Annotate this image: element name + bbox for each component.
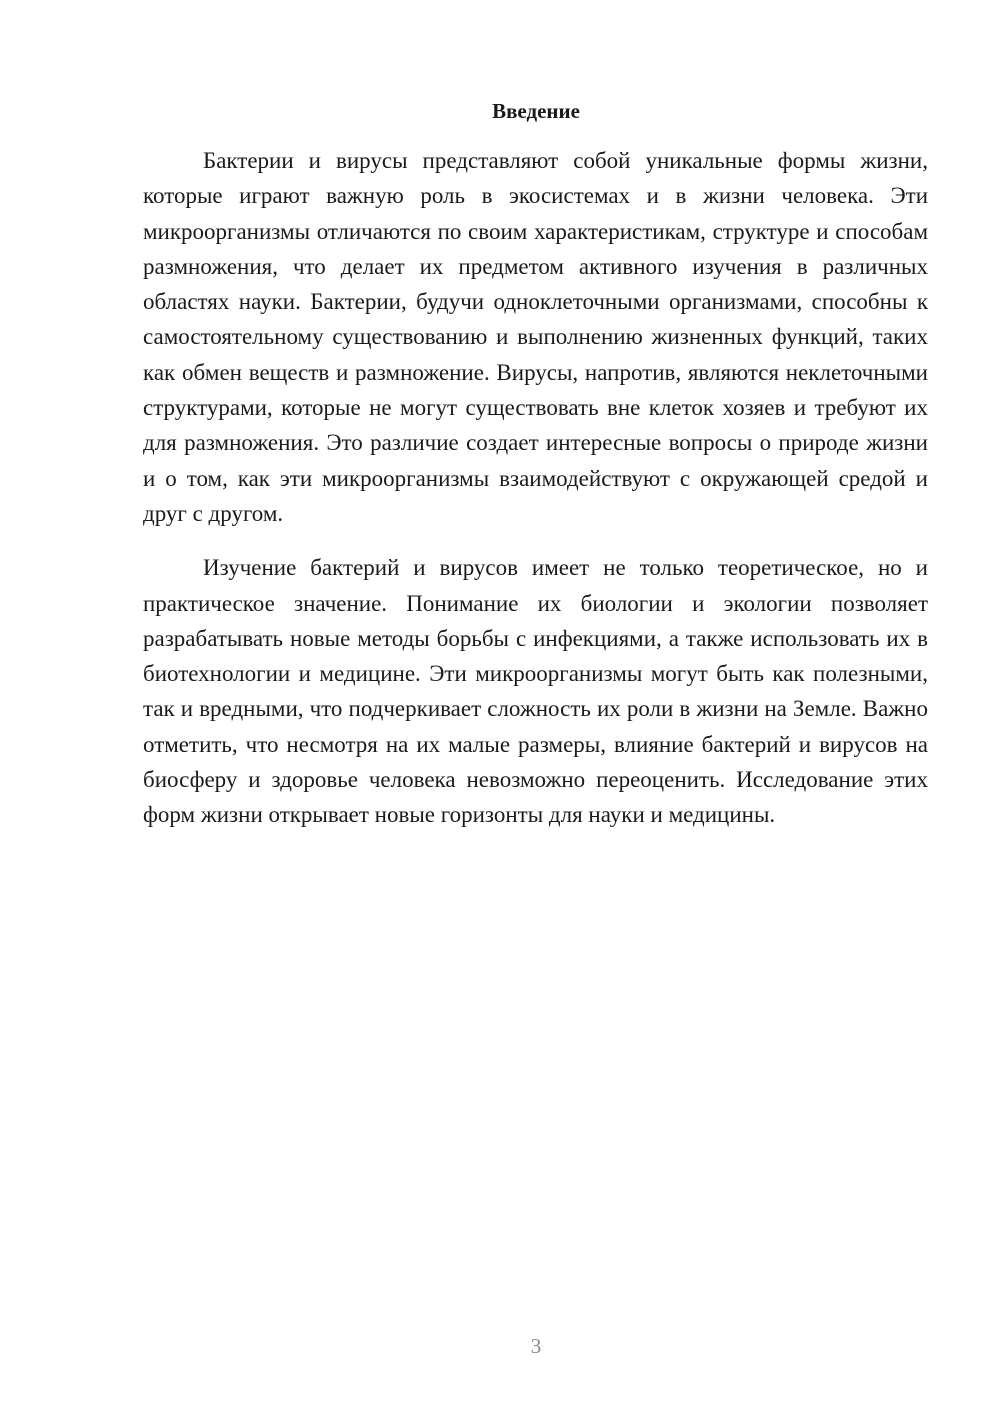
page-number: 3 bbox=[530, 1334, 542, 1358]
paragraph-1: Бактерии и вирусы представляют собой уникальные формы жизни, которые играют важную роль в экосистемах и в жизни человека. Эти микроорганизмы отличаются по своим характеристикам, структуре и способам размножения, что делает их предметом активного изучения в различных областях науки. Бактерии, будучи одноклеточными организмами, способны к самостоятельному существованию и выполнению жизненных функций, таких как обмен веществ и размножение. Вирусы, напротив, являются неклеточными структурами, которые не могут существовать вне клеток хозяев и требуют их для размножения. Это различие создает интересные вопросы о природе жизни и о том, как эти микроорганизмы взаимодействуют с окружающей средой и друг с другом. bbox=[143, 148, 928, 526]
body-text bbox=[143, 143, 928, 833]
paragraph-2: Изучение бактерий и вирусов имеет не только теоретическое, но и практическое значение. Понимание их биологии и экологии позволяет разрабатывать новые методы борьбы с инфекциями, а также использовать их в биотехнологии и медицине. Эти микроорганизмы могут быть как полезными, так и вредными, что подчеркивает сложность их роли в жизни на Земле. Важно отметить, что несмотря на их малые размеры, влияние бактерий и вирусов на биосферу и здоровье человека невозможно переоценить. Исследование этих форм жизни открывает новые горизонты для науки и медицины. bbox=[143, 555, 928, 828]
section-heading: Введение bbox=[492, 99, 580, 123]
